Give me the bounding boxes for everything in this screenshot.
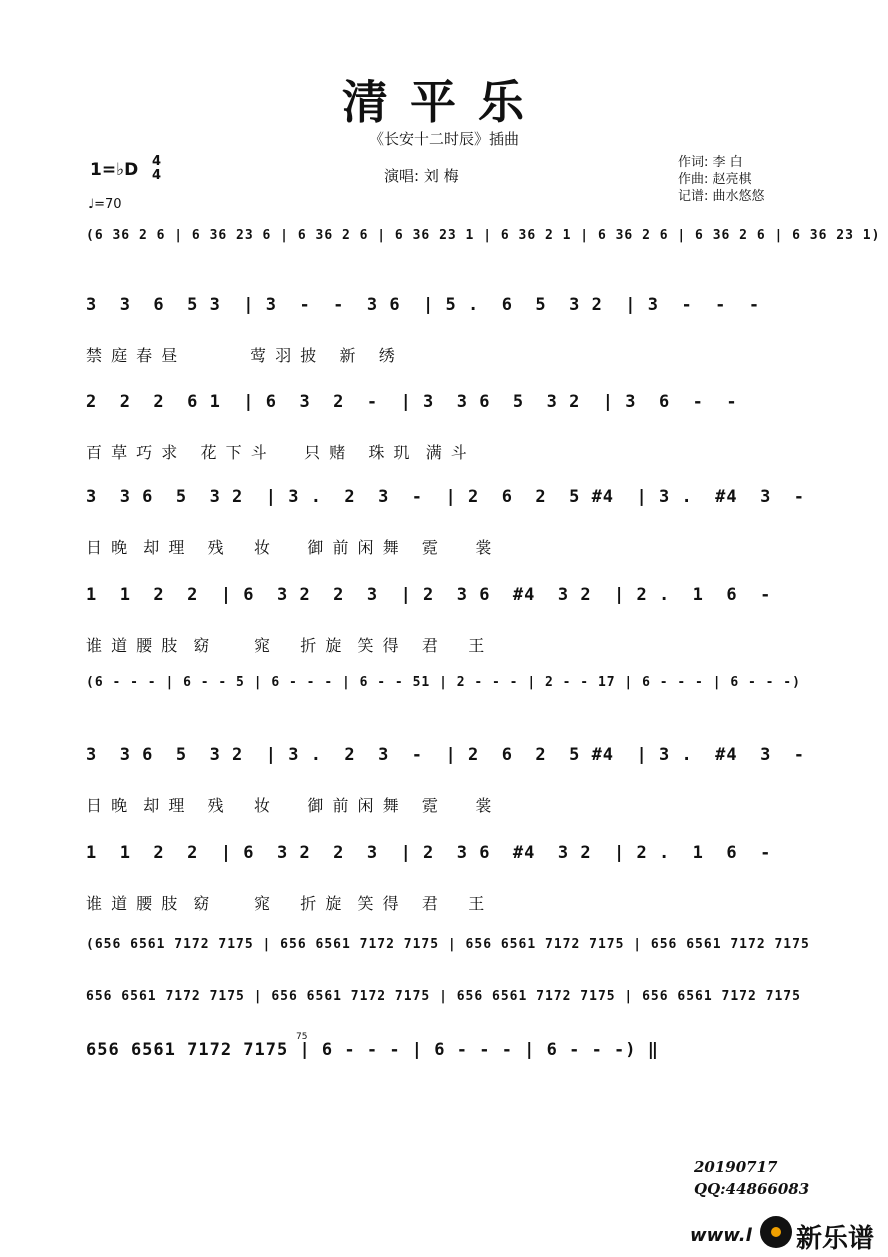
brand-name: 新乐谱	[796, 1224, 875, 1254]
notation-line: (656 6561 7172 7175 | 656 6561 7172 7175 | 656 6561 7172 7175 | 656 6561 7172 7175	[86, 937, 810, 952]
qq-contact: QQ:44866083	[694, 1180, 810, 1198]
notation-line: 1 1 2 2 | 6 3 2 2 3 | 2 3 6 #4 3 2 | 2 . 1 6 -	[86, 843, 772, 863]
notation-line: 3 3 6 5 3 | 3 - - 3 6 | 5 . 6 5 3 2 | 3 - - -	[86, 295, 761, 315]
lyricist-credit: 作词: 李 白	[678, 155, 743, 170]
notation-line: (6 - - - | 6 - - 5 | 6 - - - | 6 - - 51 | 2 - - - | 2 - - 17 | 6 - - - | 6 - - -)	[86, 675, 801, 690]
time-signature-top: 4	[152, 154, 162, 169]
notation-line: 3 3 6 5 3 2 | 3 . 2 3 - | 2 6 2 5 #4 | 3 . #4 3 -	[86, 487, 806, 507]
subtitle: 《长安十二时辰》插曲	[368, 130, 519, 148]
lyric-line: 禁 庭 春 昼 莺 羽 披 新 绣	[86, 346, 397, 365]
composer-credit: 作曲: 赵亮棋	[678, 172, 752, 187]
tempo-change-mark: 75	[296, 1032, 308, 1042]
tempo-marking: ♩=70	[88, 197, 122, 212]
lyric-line: 百 草 巧 求 花 下 斗 只 赌 珠 玑 满 斗	[86, 443, 469, 462]
notation-line: 656 6561 7172 7175 | 6 - - - | 6 - - - | 6 - - -) ‖	[86, 1040, 659, 1060]
transcriber-credit: 记谱: 曲水悠悠	[678, 189, 765, 204]
brand-logo-icon	[760, 1216, 792, 1248]
notation-line: (6 36 2 6 | 6 36 23 6 | 6 36 2 6 | 6 36 23 1 | 6 36 2 1 | 6 36 2 6 | 6 36 2 6 | 6 36 23 1)	[86, 228, 881, 243]
key-signature: 1=♭D	[90, 160, 139, 180]
singer-credit: 演唱: 刘 梅	[384, 167, 459, 185]
lyric-line: 日 晚 却 理 残 妆 御 前 闲 舞 霓 裳	[86, 796, 494, 815]
time-signature	[152, 155, 161, 183]
notation-line: 656 6561 7172 7175 | 656 6561 7172 7175 | 656 6561 7172 7175 | 656 6561 7172 7175	[86, 989, 801, 1004]
notation-line: 1 1 2 2 | 6 3 2 2 3 | 2 3 6 #4 3 2 | 2 . 1 6 -	[86, 585, 772, 605]
notation-line: 2 2 2 6 1 | 6 3 2 - | 3 3 6 5 3 2 | 3 6 - -	[86, 392, 738, 412]
website-text: www.l	[690, 1225, 752, 1246]
credits	[678, 154, 765, 205]
page-title: 清平乐	[342, 75, 546, 129]
lyric-line: 谁 道 腰 肢 窈 窕 折 旋 笑 得 君 王	[86, 636, 487, 655]
notation-line: 3 3 6 5 3 2 | 3 . 2 3 - | 2 6 2 5 #4 | 3 . #4 3 -	[86, 745, 806, 765]
lyric-line: 谁 道 腰 肢 窈 窕 折 旋 笑 得 君 王	[86, 894, 487, 913]
lyric-line: 日 晚 却 理 残 妆 御 前 闲 舞 霓 裳	[86, 538, 494, 557]
time-signature-bottom: 4	[152, 168, 162, 183]
date-stamp: 20190717	[694, 1158, 778, 1176]
